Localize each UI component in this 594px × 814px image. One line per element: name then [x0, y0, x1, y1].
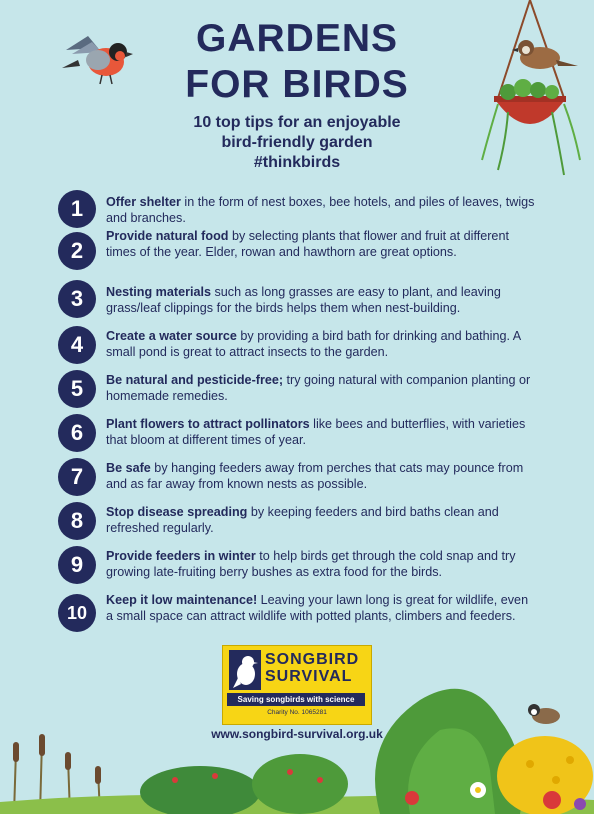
page-title	[0, 16, 594, 108]
tip-heading: Be safe	[106, 461, 151, 475]
website-link[interactable]: www.songbird-survival.org.uk	[211, 727, 383, 741]
tip-body: Leaving your lawn long is great for wildlife, even a small space can attract wildlife with potted plants, climbers and feeders.	[106, 593, 529, 623]
tip-heading: Provide feeders in winter	[106, 549, 256, 563]
tip-body: by providing a bird bath for drinking and bathing. A small pond is great to attract insects to the garden.	[106, 329, 521, 359]
tip-number-badge: 2	[58, 232, 96, 270]
tip-body: by keeping feeders and bird baths clean and refreshed regularly.	[106, 505, 499, 535]
tip-number-badge: 4	[58, 326, 96, 364]
tip-text	[106, 548, 536, 580]
tip-text	[106, 194, 536, 226]
tip-text	[106, 228, 536, 260]
tip-number-badge: 5	[58, 370, 96, 408]
logo-tagline: Saving songbirds with science	[227, 693, 365, 706]
tip-number-badge: 9	[58, 546, 96, 584]
tip-heading: Provide natural food	[106, 229, 229, 243]
tip-number-badge: 10	[58, 594, 96, 632]
tip-number-badge: 6	[58, 414, 96, 452]
tip-text	[106, 328, 536, 360]
tip-body: to help birds get through the cold snap and try growing late-fruiting berry bushes as extra food for the birds.	[106, 549, 516, 579]
tip-text	[106, 372, 536, 404]
title-line-2: FOR BIRDS	[185, 63, 409, 106]
logo-line-1: SONGBIRD	[265, 651, 360, 668]
tip-text	[106, 460, 536, 492]
tip-body: by hanging feeders away from perches that cats may pounce from and as far away from known nests as possible.	[106, 461, 524, 491]
tip-heading: Stop disease spreading	[106, 505, 248, 519]
tip-number-badge: 8	[58, 502, 96, 540]
tip-number-badge: 7	[58, 458, 96, 496]
subtitle-hashtag: #thinkbirds	[253, 154, 341, 171]
subtitle	[0, 113, 594, 173]
tip-heading: Be natural and pesticide-free;	[106, 373, 284, 387]
subtitle-line-2: bird-friendly garden	[221, 134, 373, 151]
tip-body: like bees and butterflies, with varieties that bloom at different times of year.	[106, 417, 526, 447]
charity-number: Charity No. 1065281	[267, 709, 327, 716]
tip-text	[106, 416, 536, 448]
logo-line-2: SURVIVAL	[265, 668, 353, 685]
tip-heading: Offer shelter	[106, 195, 181, 209]
title-line-1: GARDENS	[195, 17, 399, 60]
tip-number-badge: 3	[58, 280, 96, 318]
tip-body: by selecting plants that flower and fruit at different times of the year. Elder, rowan and hawthorn are great options.	[106, 229, 509, 259]
tip-heading: Create a water source	[106, 329, 237, 343]
tip-text	[106, 284, 536, 316]
garden-illustration	[0, 680, 594, 814]
subtitle-line-1: 10 top tips for an enjoyable	[193, 114, 401, 131]
tip-text	[106, 592, 536, 624]
tip-heading: Nesting materials	[106, 285, 211, 299]
tip-body: in the form of nest boxes, bee hotels, and piles of leaves, twigs and branches.	[106, 195, 535, 225]
tip-body: try going natural with companion planting or homemade remedies.	[106, 373, 531, 403]
tip-heading: Keep it low maintenance!	[106, 593, 258, 607]
tip-heading: Plant flowers to attract pollinators	[106, 417, 310, 431]
tip-body: such as long grasses are easy to plant, and leaving grass/leaf clippings for the birds helps them when nest-building.	[106, 285, 501, 315]
tip-number-badge: 1	[58, 190, 96, 228]
tip-text	[106, 504, 536, 536]
